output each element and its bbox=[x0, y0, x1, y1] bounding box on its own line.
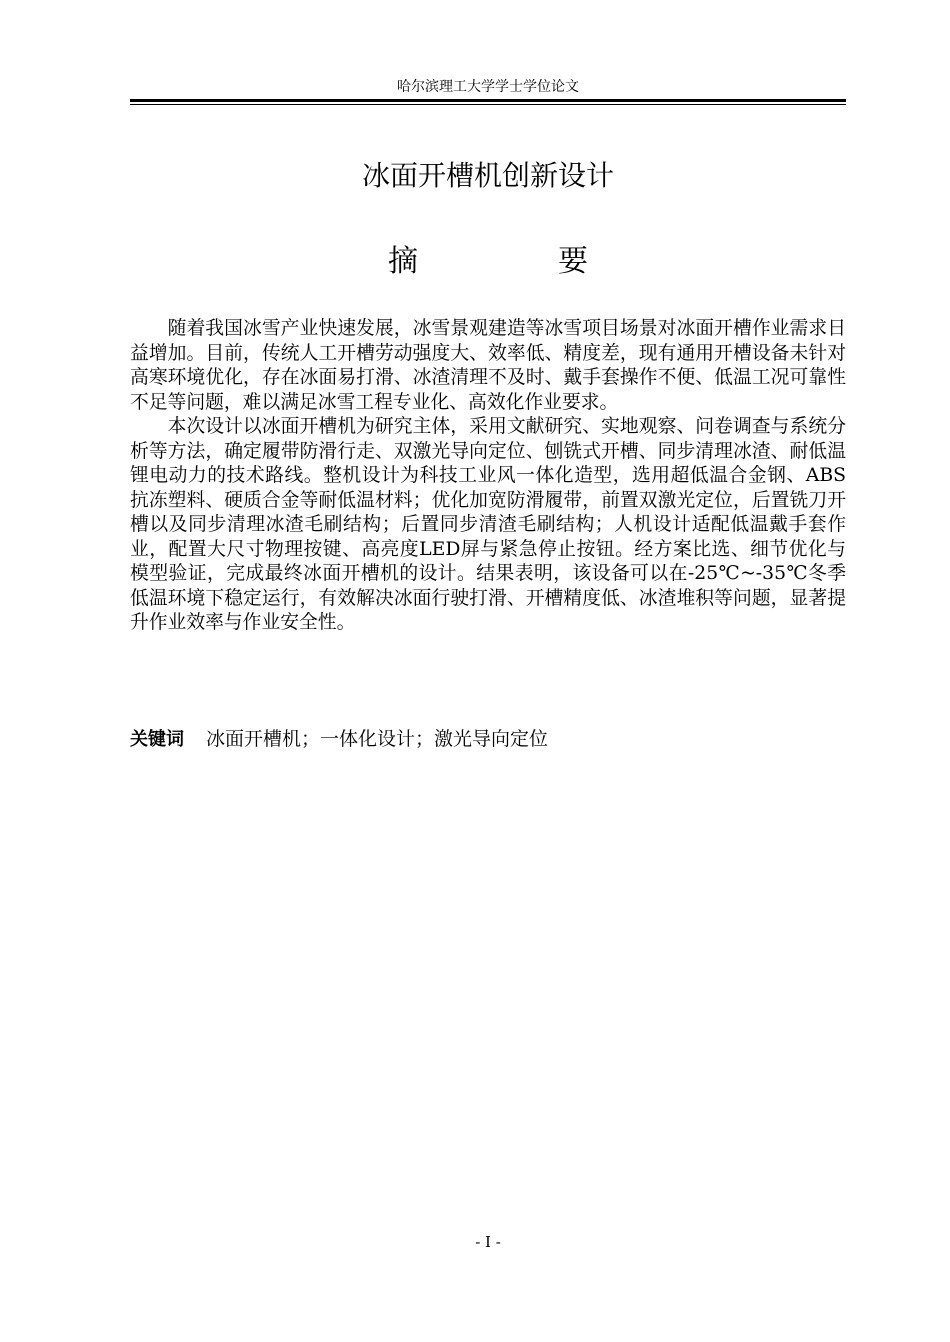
abstract-paragraph-2: 本次设计以冰面开槽机为研究主体，采用文献研究、实地观察、问卷调查与系统分析等方法，确定履带防滑行走、双激光导向定位、刨铣式开槽、同步清理冰渣、耐低温锂电动力的技术路线。整机设计为科技工业风一体化造型，选用超低温合金钢、ABS抗冻塑料、硬质合金等耐低温材料；优化加宽防滑履带，前置双激光定位，后置铣刀开槽以及同步清理冰渣毛刷结构；后置同步清渣毛刷结构；人机设计适配低温戴手套作业，配置大尺寸物理按键、高亮度LED屏与紧急停止按钮。经方案比选、细节优化与模型验证，完成最终冰面开槽机的设计。结果表明，该设备可以在-25℃~-35℃冬季低温环境下稳定运行，有效解决冰面行驶打滑、开槽精度低、冰渣堆积等问题，显著提升作业效率与作业安全性。 bbox=[130, 416, 846, 633]
keywords-line bbox=[130, 726, 846, 753]
header-rule-thin bbox=[130, 104, 846, 105]
header-rule-thick bbox=[130, 99, 846, 102]
page-number: - I - bbox=[475, 1233, 501, 1251]
keywords-label: 关键词 bbox=[130, 729, 184, 750]
keywords-text: 冰面开槽机；一体化设计；激光导向定位 bbox=[206, 728, 549, 750]
abstract-paragraph-1: 随着我国冰雪产业快速发展，冰雪景观建造等冰雪项目场景对冰面开槽作业需求日益增加。目前，传统人工开槽劳动强度大、效率低、精度差，现有通用开槽设备未针对高寒环境优化，存在冰面易打滑、冰渣清理不及时、戴手套操作不便、低温工况可靠性不足等问题，难以满足冰雪工程专业化、高效化作业要求。 bbox=[130, 318, 846, 413]
abstract-body bbox=[130, 317, 846, 636]
abstract-heading: 摘要 bbox=[388, 244, 728, 279]
document-title: 冰面开槽机创新设计 bbox=[361, 159, 614, 192]
running-header: 哈尔滨理工大学学士学位论文 bbox=[397, 79, 579, 95]
